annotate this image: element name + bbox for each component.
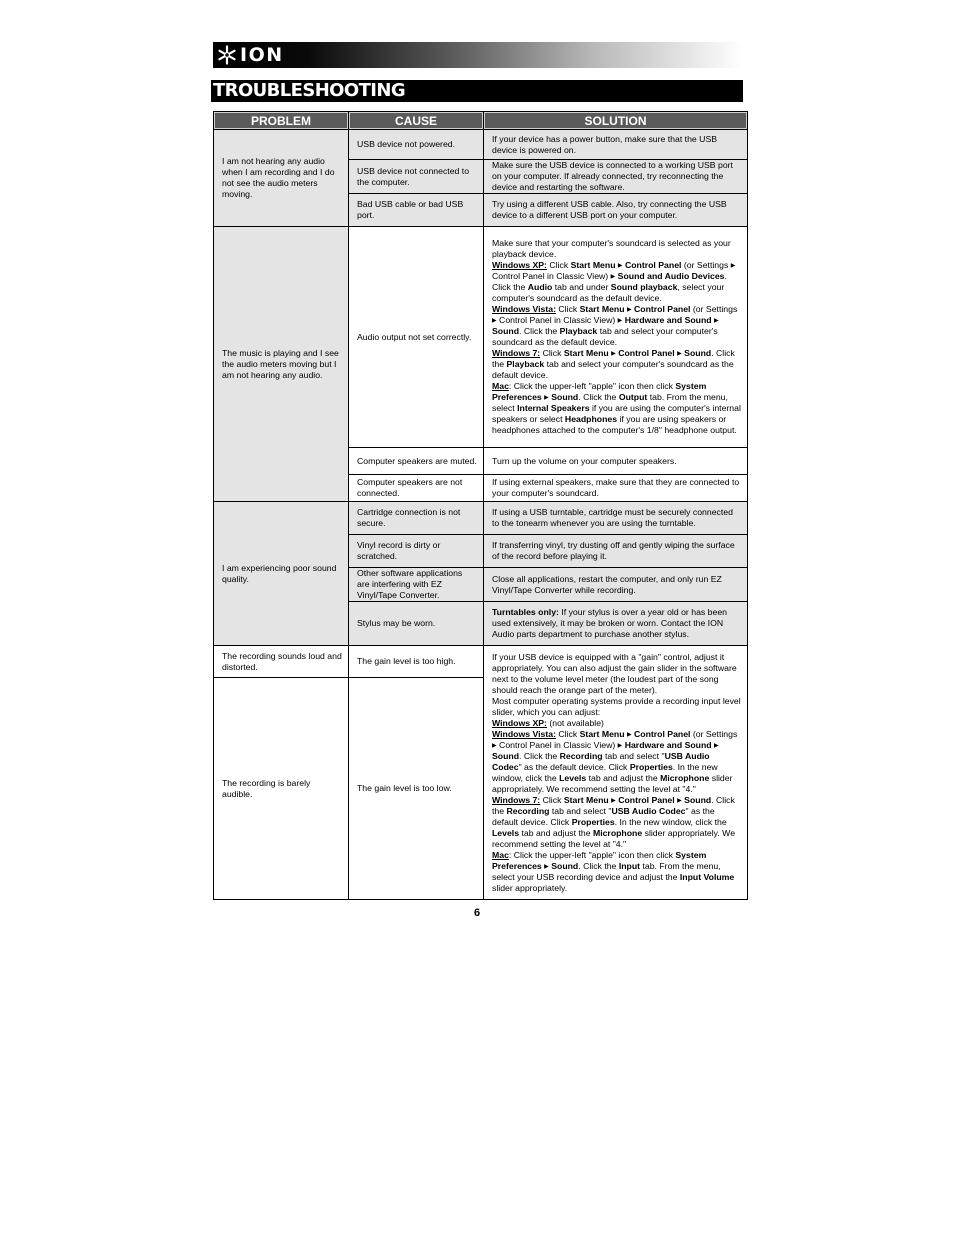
- solution-paragraph: [492, 304, 741, 348]
- text-run: " as the default device. Click: [492, 805, 715, 827]
- solution-paragraph: [492, 696, 741, 718]
- solution-cell: [484, 646, 748, 900]
- solution-cell: If your device has a power button, make sure that the USB device is powered on.: [484, 130, 748, 160]
- cause-cell: Bad USB cable or bad USB port.: [349, 194, 484, 227]
- arrow-right-icon: ▶: [677, 796, 682, 804]
- bold-term: Sound: [684, 794, 712, 805]
- text-run: . Click the: [492, 348, 735, 369]
- bold-term: Control Panel: [618, 794, 675, 805]
- cause-cell: USB device not connected to the computer.: [349, 160, 484, 194]
- brand-bar: [213, 42, 743, 68]
- os-label: Windows 7:: [492, 794, 541, 805]
- table-row: [214, 502, 748, 535]
- text-run: If your stylus is over a year old or has been used extensively, it may be broken or worn. Contact the ION Audio parts department to purchase another stylus.: [492, 607, 727, 639]
- os-label: Mac: [492, 849, 509, 860]
- page-content: [0, 111, 954, 920]
- text-run: , select your computer's soundcard as the default device.: [492, 282, 725, 303]
- bold-term: Output: [618, 392, 648, 402]
- solution-paragraph: [492, 381, 741, 436]
- text-run: . Click the: [578, 860, 619, 871]
- text-run: Click: [555, 728, 580, 739]
- text-run: tab and select ": [549, 805, 612, 816]
- bold-term: Sound: [684, 348, 712, 358]
- text-run: tab and adjust the: [519, 827, 593, 838]
- bold-term: Start Menu: [570, 260, 616, 270]
- bold-term: Start Menu: [563, 348, 609, 358]
- problem-cell: I am not hearing any audio when I am recording and I do not see the audio meters moving.: [214, 130, 349, 227]
- text-run: . In the new window, click the: [492, 761, 718, 783]
- os-label: Windows Vista:: [492, 728, 556, 739]
- bold-term: Turntables only:: [492, 607, 559, 617]
- table-row: [214, 227, 748, 448]
- solution-cell: If using external speakers, make sure that they are connected to your computer's soundcard.: [484, 475, 748, 502]
- text-run: . Click the: [492, 794, 735, 816]
- bold-term: Sound and Audio Devices: [617, 271, 725, 281]
- text-run: slider appropriately.: [492, 882, 568, 893]
- text-run: (not available): [546, 717, 604, 728]
- bold-term: Start Menu: [579, 304, 625, 314]
- solution-paragraph: [492, 652, 741, 696]
- bold-term: Sound: [551, 860, 579, 871]
- text-run: tab and under: [552, 282, 611, 292]
- bold-term: Start Menu: [579, 728, 625, 739]
- solution-cell: [484, 602, 748, 646]
- bold-term: USB Audio Codec: [611, 805, 686, 816]
- bold-term: Playback: [506, 359, 545, 369]
- text-run: tab and select your computer's soundcard as the default device.: [492, 359, 734, 380]
- solution-cell: Close all applications, restart the computer, and only run EZ Vinyl/Tape Converter while recording.: [484, 568, 748, 602]
- os-label: Windows XP:: [492, 260, 547, 270]
- cause-cell: Other software applications are interfering with EZ Vinyl/Tape Converter.: [349, 568, 484, 602]
- text-run: . Click the: [578, 392, 619, 402]
- os-label: Windows Vista:: [492, 304, 556, 314]
- column-header-solution: SOLUTION: [484, 112, 748, 130]
- bold-term: Microphone: [660, 772, 710, 783]
- solution-cell: Make sure the USB device is connected to a working USB port on your computer. If already connected, try reconnecting the device and restarting the software.: [484, 160, 748, 194]
- problem-cell: The recording sounds loud and distorted.: [214, 646, 349, 678]
- text-run: Click: [555, 304, 580, 314]
- text-run: . Click the: [492, 271, 727, 292]
- cause-cell: Cartridge connection is not secure.: [349, 502, 484, 535]
- text-run: slider appropriately. We recommend setting the level at "4.": [492, 772, 733, 794]
- arrow-right-icon: ▶: [544, 394, 549, 401]
- troubleshooting-table: [213, 111, 748, 900]
- text-run: if you are using the computer's internal speakers or select: [492, 403, 741, 424]
- text-run: Control Panel in Classic View): [496, 315, 618, 325]
- table-row: [214, 646, 748, 678]
- bold-term: Levels: [492, 827, 520, 838]
- arrow-right-icon: ▶: [610, 273, 616, 280]
- table-row: [214, 130, 748, 160]
- cause-cell: Audio output not set correctly.: [349, 227, 484, 448]
- arrow-right-icon: ▶: [714, 317, 719, 324]
- bold-term: Hardware and Sound: [624, 739, 712, 750]
- column-header-problem: PROBLEM: [214, 112, 349, 130]
- bold-term: USB Audio Codec: [492, 750, 710, 772]
- solution-paragraph: [492, 850, 741, 894]
- bold-term: Sound: [492, 326, 520, 336]
- arrow-right-icon: ▶: [611, 350, 616, 357]
- text-run: tab. From the menu, select: [492, 392, 728, 413]
- solution-paragraph: [492, 795, 741, 850]
- text-run: . Click the: [519, 326, 560, 336]
- text-run: If your USB device is equipped with a "gain" control, adjust it appropriately. You can also adjust the gain slider in the software next to the volume level meter (the loudest part of the song should reach the orange part of the meter).: [492, 651, 737, 695]
- text-run: tab and adjust the: [586, 772, 661, 783]
- bold-term: Hardware and Sound: [624, 315, 712, 325]
- bold-term: Sound: [492, 750, 520, 761]
- text-run: Control Panel in Classic View): [492, 271, 611, 281]
- solution-cell: Try using a different USB cable. Also, try connecting the USB device to a different USB port on your computer.: [484, 194, 748, 227]
- solution-paragraph: [492, 729, 741, 795]
- bold-term: Start Menu: [563, 794, 609, 805]
- bold-term: Control Panel: [624, 260, 682, 270]
- cause-cell: Vinyl record is dirty or scratched.: [349, 535, 484, 568]
- text-run: (or Settings: [681, 260, 731, 270]
- solution-paragraph: [492, 348, 741, 381]
- arrow-right-icon: ▶: [611, 796, 616, 804]
- cause-cell: Computer speakers are muted.: [349, 448, 484, 475]
- arrow-right-icon: ▶: [492, 741, 497, 749]
- solution-paragraph: [492, 238, 741, 260]
- bold-term: Levels: [559, 772, 587, 783]
- text-run: if you are using speakers or headphones attached to the computer's 1/8" headphone output.: [492, 414, 737, 435]
- text-run: slider appropriately. We recommend setting the level at "4.": [492, 827, 736, 849]
- cause-cell: USB device not powered.: [349, 130, 484, 160]
- page-number: 6: [473, 907, 481, 919]
- column-header-cause: CAUSE: [349, 112, 484, 130]
- text-run: tab and select ": [602, 750, 665, 761]
- bold-term: Control Panel: [633, 304, 691, 314]
- section-title: TROUBLESHOOTING: [213, 80, 405, 101]
- os-label: Windows 7:: [492, 348, 541, 358]
- bold-term: Sound: [551, 392, 579, 402]
- bold-term: Internal Speakers: [517, 403, 590, 413]
- solution-paragraph: [492, 260, 741, 304]
- text-run: Control Panel in Classic View): [496, 739, 618, 750]
- brand-logo-text: ION: [240, 44, 284, 66]
- bold-term: Input Volume: [679, 871, 735, 882]
- bold-term: Playback: [559, 326, 598, 336]
- bold-term: System Preferences: [492, 849, 707, 871]
- problem-cell: The music is playing and I see the audio meters moving but I am not hearing any audio.: [214, 227, 349, 502]
- bold-term: Control Panel: [633, 728, 691, 739]
- arrow-right-icon: ▶: [544, 862, 549, 870]
- solution-paragraph: [492, 607, 741, 640]
- arrow-right-icon: ▶: [714, 741, 719, 749]
- text-run: . Click the: [519, 750, 560, 761]
- arrow-right-icon: ▶: [617, 317, 623, 324]
- bold-term: Control Panel: [618, 348, 675, 358]
- text-run: tab. From the menu, select your USB recording device and adjust the: [492, 860, 721, 882]
- text-run: " as the default device. Click: [518, 761, 630, 772]
- arrow-right-icon: ▶: [492, 317, 497, 324]
- text-run: Click: [540, 794, 564, 805]
- cause-cell: The gain level is too high.: [349, 646, 484, 678]
- os-label: Windows XP:: [492, 717, 547, 728]
- text-run: Make sure that your computer's soundcard is selected as your playback device.: [492, 238, 731, 259]
- cause-cell: Computer speakers are not connected.: [349, 475, 484, 502]
- bold-term: Properties: [571, 816, 615, 827]
- bold-term: Recording: [506, 805, 550, 816]
- solution-cell: If transferring vinyl, try dusting off and gently wiping the surface of the record before playing it.: [484, 535, 748, 568]
- text-run: : Click the upper-left "apple" icon then click: [508, 381, 676, 391]
- problem-cell: The recording is barely audible.: [214, 678, 349, 900]
- solution-cell: [484, 227, 748, 448]
- bold-term: Recording: [559, 750, 603, 761]
- arrow-right-icon: ▶: [626, 306, 632, 313]
- arrow-right-icon: ▶: [617, 262, 623, 269]
- text-run: (or Settings: [690, 304, 738, 314]
- text-run: Click: [546, 260, 571, 270]
- text-run: Most computer operating systems provide a recording input level slider, which you can adjust:: [492, 695, 741, 717]
- text-run: : Click the upper-left "apple" icon then click: [508, 849, 676, 860]
- cause-cell: The gain level is too low.: [349, 678, 484, 900]
- solution-cell: Turn up the volume on your computer speakers.: [484, 448, 748, 475]
- bold-term: Sound playback: [610, 282, 678, 292]
- arrow-right-icon: ▶: [730, 262, 736, 269]
- section-title-bar: [211, 80, 743, 102]
- arrow-right-icon: ▶: [626, 730, 632, 738]
- text-run: . In the new window, click the: [614, 816, 727, 827]
- os-label: Mac: [492, 381, 509, 391]
- cause-cell: Stylus may be worn.: [349, 602, 484, 646]
- arrow-right-icon: ▶: [677, 350, 682, 357]
- text-run: tab and select your computer's soundcard as the default device.: [492, 326, 718, 347]
- bold-term: Audio: [527, 282, 553, 292]
- arrow-right-icon: ▶: [617, 741, 623, 749]
- bold-term: Properties: [629, 761, 673, 772]
- solution-cell: If using a USB turntable, cartridge must be securely connected to the tonearm whenever you are using the turntable.: [484, 502, 748, 535]
- solution-paragraph: [492, 718, 741, 729]
- ion-starburst-icon: [216, 44, 238, 66]
- bold-term: Microphone: [592, 827, 643, 838]
- table-header-row: [214, 112, 748, 130]
- text-run: Click: [540, 348, 564, 358]
- bold-term: Input: [618, 860, 641, 871]
- bold-term: Headphones: [564, 414, 618, 424]
- text-run: (or Settings: [690, 728, 738, 739]
- problem-cell: I am experiencing poor sound quality.: [214, 502, 349, 646]
- bold-term: System Preferences: [492, 381, 707, 402]
